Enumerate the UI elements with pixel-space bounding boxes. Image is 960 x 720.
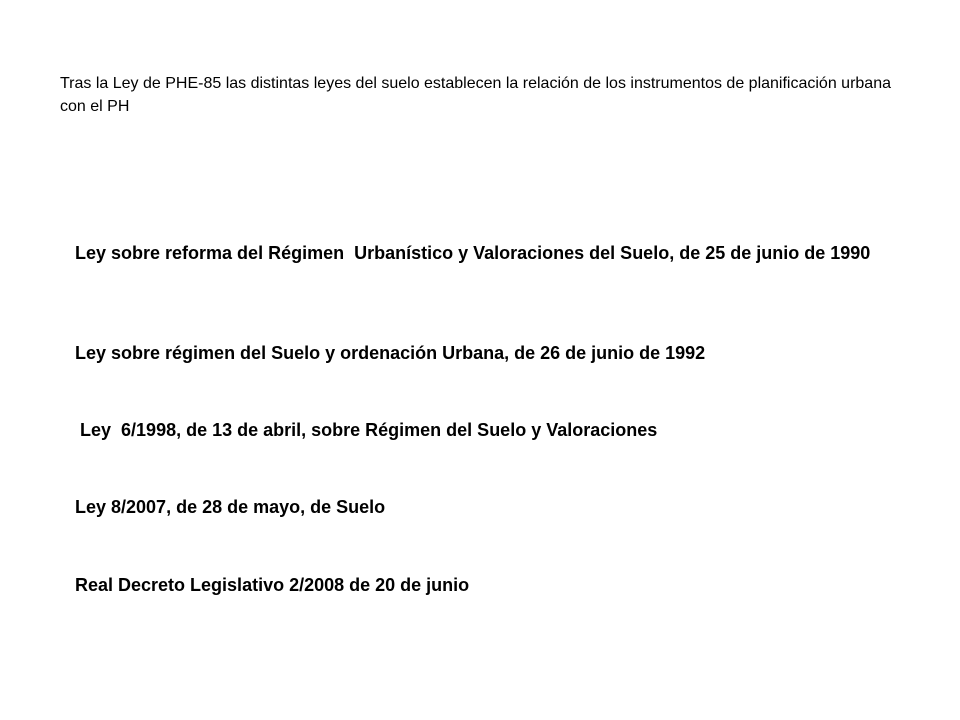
- law-item-1990: Ley sobre reforma del Régimen Urbanístico y Valoraciones del Suelo, de 25 de junio de 1990: [75, 243, 871, 263]
- law-item-2007: Ley 8/2007, de 28 de mayo, de Suelo: [75, 497, 386, 517]
- law-item-1998: Ley 6/1998, de 13 de abril, sobre Régimen del Suelo y Valoraciones: [75, 420, 658, 440]
- intro-paragraph: Tras la Ley de PHE-85 las distintas leyes del suelo establecen la relación de los instrumentos de planificación urbana con el PH: [60, 75, 891, 115]
- law-item-1992: Ley sobre régimen del Suelo y ordenación Urbana, de 26 de junio de 1992: [75, 343, 706, 363]
- law-item-2008: Real Decreto Legislativo 2/2008 de 20 de junio: [75, 575, 470, 595]
